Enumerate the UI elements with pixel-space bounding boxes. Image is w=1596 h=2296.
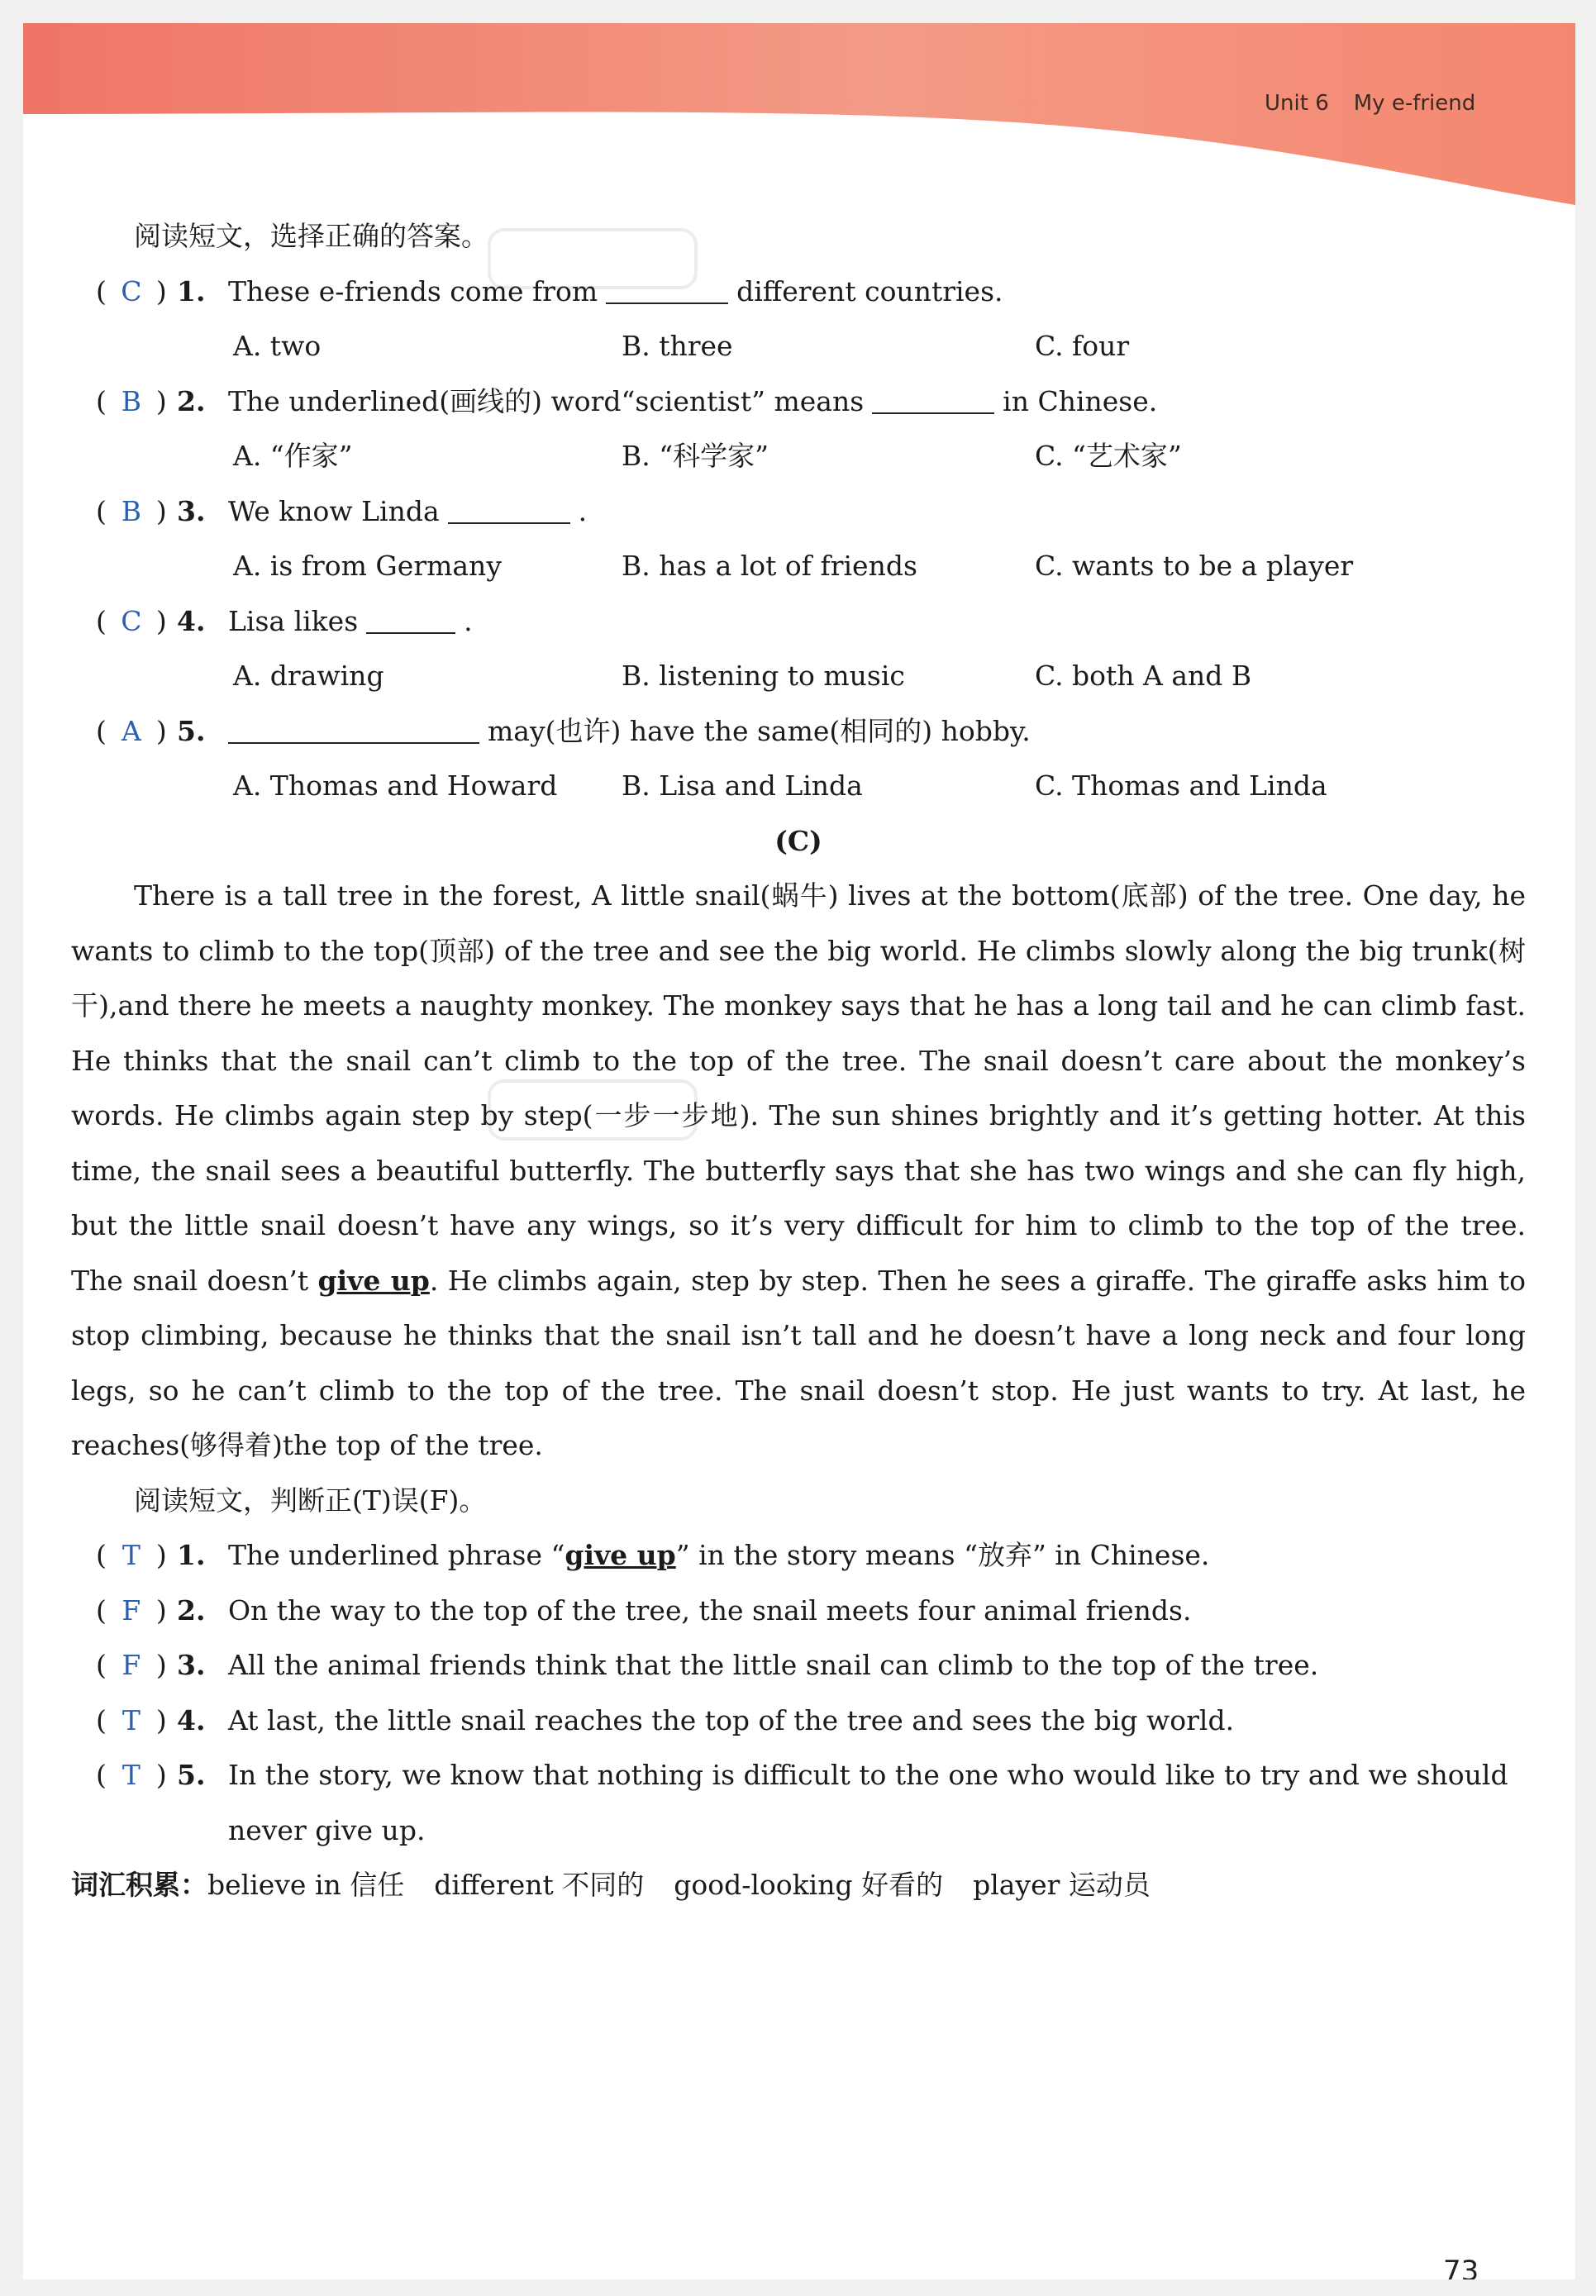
- answer-value: B: [121, 384, 141, 417]
- statement-number: 4.: [177, 1703, 206, 1736]
- question-text-post: different countries.: [736, 274, 1003, 307]
- answer-blank: [366, 603, 455, 634]
- section-c-label: (C): [774, 824, 822, 857]
- answer-blank: [872, 383, 994, 414]
- vocabulary-label: 词汇积累：: [71, 1869, 207, 1901]
- options-row: [71, 539, 1526, 594]
- answer-blank: [448, 493, 570, 524]
- passage-text-1: There is a tall tree in the forest, A little snail(蜗牛) lives at the bottom(底部) of the tree. One day, he wants to climb to the top(顶部) of the tree and see the big world. He climbs slowly along the big trunk(树干),and there he meets a naughty monkey. The monkey says that he has a long tail and he can climb fast. He thinks that the snail can’t climb to the top of the tree. The snail doesn’t care about the monkey’s words. He climbs again step by step(一步一步地). The sun shines brightly and it’s getting hotter. At this time, the snail sees a beautiful butterfly. The butterfly says that she has two wings and she can fly high, but the little snail doesn’t have any wings, so it’s very difficult for him to climb to the top of the tree. The snail doesn’t: [71, 879, 1526, 1297]
- story-passage: [71, 869, 1526, 1474]
- option-a: A. “作家”: [233, 440, 353, 472]
- vocab-item: believe in 信任: [207, 1869, 405, 1901]
- statement-text: [228, 1528, 1209, 1584]
- options-row: [71, 429, 1526, 484]
- question-text: [228, 374, 1157, 430]
- answer-value: C: [121, 274, 142, 307]
- question-text: [228, 264, 1003, 320]
- question-number: 3.: [177, 494, 206, 527]
- question-1: [71, 264, 1526, 320]
- question-text: [228, 594, 473, 650]
- underlined-phrase: give up: [317, 1264, 430, 1297]
- option-c: C. four: [1035, 330, 1130, 362]
- answer-bracket: ( A ): [96, 704, 167, 760]
- answer-bracket: ( F ): [96, 1638, 167, 1693]
- option-a: A. drawing: [233, 660, 384, 692]
- statement-text: On the way to the top of the tree, the snail meets four animal friends.: [228, 1593, 1192, 1627]
- question-text-post: in Chinese.: [1003, 384, 1158, 417]
- vocabulary-box: [71, 1858, 1526, 1913]
- statement-number: 1.: [177, 1539, 206, 1571]
- statement-2: [71, 1584, 1526, 1639]
- answer-bracket: ( T ): [96, 1693, 167, 1749]
- option-b: B. “科学家”: [622, 440, 769, 472]
- unit-title: My e-friend: [1353, 91, 1476, 116]
- answer-bracket: ( C ): [96, 264, 167, 320]
- question-4: [71, 594, 1526, 650]
- option-c: C. wants to be a player: [1035, 550, 1354, 582]
- vocab-item: good-looking 好看的: [674, 1869, 944, 1901]
- statement-text: In the story, we know that nothing is difficult to the one who would like to try and we should: [228, 1759, 1508, 1791]
- question-2: [71, 374, 1526, 430]
- answer-blank: [228, 712, 479, 744]
- statement-underlined: give up: [565, 1539, 676, 1571]
- option-c: C. both A and B: [1035, 660, 1252, 692]
- option-b: B. three: [622, 330, 733, 362]
- answer-bracket: ( C ): [96, 594, 167, 650]
- answer-value: F: [121, 1649, 141, 1681]
- option-a: A. is from Germany: [233, 550, 502, 582]
- question-text-pre: We know Linda: [228, 494, 440, 527]
- page-number: 73: [1443, 2255, 1479, 2279]
- question-text: [228, 484, 587, 540]
- answer-blank: [606, 273, 728, 304]
- answer-value: F: [121, 1593, 141, 1627]
- option-a: A. two: [233, 330, 322, 362]
- unit-label: Unit 6: [1265, 91, 1329, 116]
- statement-text-post: ” in the story means “放弃” in Chinese.: [675, 1539, 1210, 1571]
- question-number: 1.: [177, 274, 206, 307]
- question-number: 4.: [177, 604, 206, 637]
- vocab-item: player 运动员: [973, 1869, 1151, 1901]
- question-3: [71, 484, 1526, 540]
- answer-bracket: ( B ): [96, 374, 167, 430]
- statement-text: All the animal friends think that the little snail can climb to the top of the tree.: [228, 1649, 1319, 1681]
- question-text-post: .: [578, 494, 588, 527]
- statement-text: At last, the little snail reaches the top of the tree and sees the big world.: [228, 1703, 1235, 1736]
- statement-5-continued: [71, 1803, 1526, 1859]
- answer-value: T: [121, 1539, 141, 1571]
- section-b-instruction: 阅读短文，选择正确的答案。: [134, 220, 488, 252]
- answer-value: T: [121, 1759, 141, 1791]
- textbook-page: [23, 23, 1575, 2279]
- question-number: 5.: [177, 714, 206, 747]
- option-a: A. Thomas and Howard: [233, 769, 558, 802]
- option-b: B. listening to music: [622, 660, 905, 692]
- answer-bracket: ( F ): [96, 1584, 167, 1639]
- option-b: B. Lisa and Linda: [622, 769, 863, 802]
- question-text: [228, 704, 1031, 760]
- option-c: C. Thomas and Linda: [1035, 769, 1327, 802]
- answer-bracket: ( T ): [96, 1748, 167, 1803]
- answer-value: C: [121, 604, 142, 637]
- unit-header: [1265, 91, 1475, 116]
- statement-4: [71, 1693, 1526, 1749]
- statement-number: 3.: [177, 1649, 206, 1681]
- question-number: 2.: [177, 384, 206, 417]
- statement-5: [71, 1748, 1526, 1803]
- question-text-pre: The underlined(画线的) word“scientist” means: [228, 384, 865, 417]
- answer-value: A: [121, 714, 141, 747]
- passage-text-2: . He climbs again, step by step. Then he sees a giraffe. The giraffe asks him to stop climbing, because he thinks that the snail isn’t tall and he doesn’t have a long neck and four long legs, so he can’t climb to the top of the tree. The snail doesn’t stop. He just wants to try. At last, he reaches(够得着)the top of the tree.: [71, 1264, 1526, 1461]
- options-row: [71, 319, 1526, 374]
- header-banner: [23, 23, 1575, 238]
- answer-bracket: ( T ): [96, 1528, 167, 1584]
- question-text-pre: These e-friends come from: [228, 274, 598, 307]
- option-c: C. “艺术家”: [1035, 440, 1182, 472]
- question-text-post: .: [464, 604, 473, 637]
- statement-number: 2.: [177, 1593, 206, 1627]
- question-text-pre: Lisa likes: [228, 604, 359, 637]
- statement-text-pre: The underlined phrase “: [228, 1539, 565, 1571]
- statement-text-cont: never give up.: [228, 1813, 426, 1846]
- options-row: [71, 649, 1526, 704]
- statement-3: [71, 1638, 1526, 1693]
- answer-value: B: [121, 494, 141, 527]
- section-c-instruction: 阅读短文，判断正(T)误(F)。: [134, 1484, 487, 1517]
- answer-value: T: [121, 1703, 141, 1736]
- question-5: [71, 704, 1526, 760]
- statement-1: [71, 1528, 1526, 1584]
- option-b: B. has a lot of friends: [622, 550, 917, 582]
- vocab-item: different 不同的: [434, 1869, 645, 1901]
- statement-number: 5.: [177, 1759, 206, 1791]
- options-row: [71, 759, 1526, 814]
- page-content: [71, 209, 1526, 1913]
- answer-bracket: ( B ): [96, 484, 167, 540]
- question-text-post: may(也许) have the same(相同的) hobby.: [488, 714, 1031, 747]
